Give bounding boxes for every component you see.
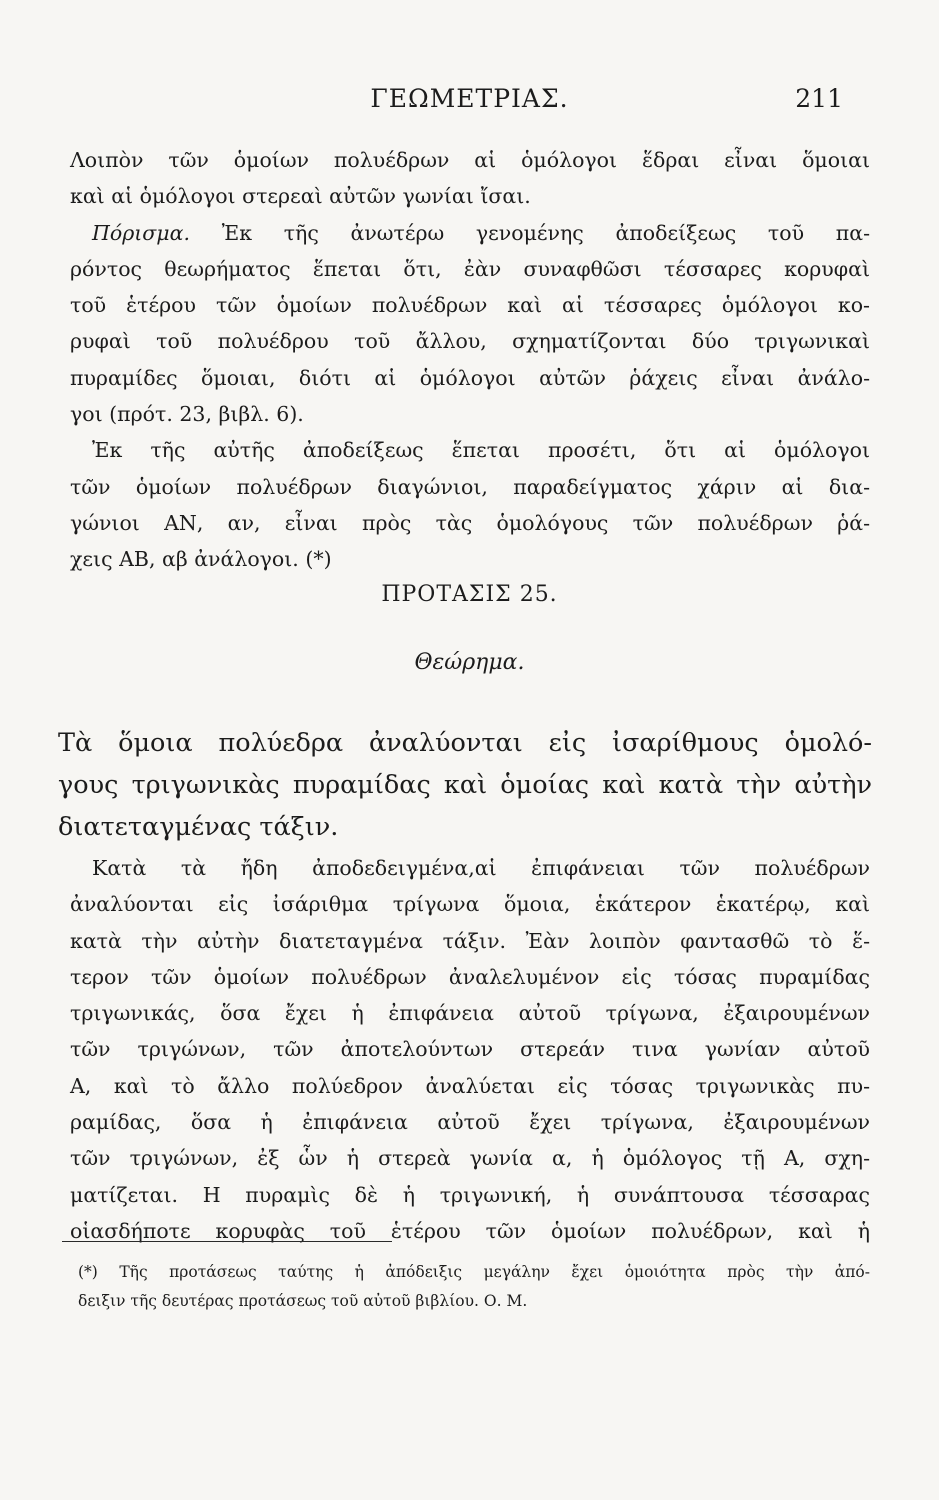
footnote-line: (*) Τῆς προτάσεως ταύτης ἡ ἀπόδειξις μεγάλην ἔχει ὁμοιότητα πρὸς τὴν ἀπό-	[78, 1263, 870, 1281]
page-header	[0, 84, 939, 124]
text-line: ραμίδας, ὅσα ἡ ἐπιφάνεια αὐτοῦ ἔχει τρίγωνα, ἐξαιρουμένων	[70, 1110, 870, 1135]
text-line: γώνιοι ΑΝ, αν, εἶναι πρὸς τὰς ὁμολόγους τῶν πολυέδρων ῥά-	[70, 510, 870, 535]
text-line: ἀναλύονται εἰς ἰσάριθμα τρίγωνα ὅμοια, ἑκάτερον ἑκατέρῳ, καὶ	[70, 892, 870, 917]
theorem-subtitle: Θεώρημα.	[414, 650, 525, 675]
enunciation-line: διατεταγμένας τάξιν.	[58, 812, 339, 842]
proposition-title: ΠΡΟΤΑΣΙΣ 25.	[381, 582, 558, 607]
theorem-enunciation	[58, 722, 872, 848]
page-number: 211	[795, 84, 843, 113]
running-title: ΓΕΩΜΕΤΡΙΑΣ.	[370, 84, 569, 113]
text-line: τῶν ὁμοίων πολυέδρων διαγώνιοι, παραδείγματος χάριν αἱ δια-	[70, 474, 870, 499]
text-line: Κατὰ τὰ ἤδη ἀποδεδειγμένα,αἱ ἐπιφάνειαι τῶν πολυέδρων	[92, 856, 870, 880]
text-line: γοι (πρότ. 23, βιβλ. 6).	[70, 402, 304, 427]
text-line: τριγωνικάς, ὅσα ἔχει ἡ ἐπιφάνεια αὐτοῦ τρίγωνα, ἐξαιρουμένων	[70, 1001, 870, 1026]
footnote-divider	[62, 1241, 392, 1242]
text-line: χεις ΑΒ, αβ ἀνάλογοι. (*)	[70, 547, 332, 572]
text-line: καὶ αἱ ὁμόλογοι στερεαὶ αὐτῶν γωνίαι ἴσαι.	[70, 184, 531, 209]
text-line: Λοιπὸν τῶν ὁμοίων πολυέδρων αἱ ὁμόλογοι ἕδραι εἶναι ὅμοιαι	[70, 148, 870, 172]
text-line: Α, καὶ τὸ ἄλλο πολύεδρον ἀναλύεται εἰς τόσας τριγωνικὰς πυ-	[70, 1073, 870, 1098]
text-line: οἱασδήποτε κορυφὰς τοῦ ἑτέρου τῶν ὁμοίων πολυέδρων, καὶ ἡ	[70, 1218, 870, 1243]
text-line: ρόντος θεωρήματος ἕπεται ὅτι, ἐὰν συναφθῶσι τέσσαρες κορυφαὶ	[70, 256, 870, 281]
enunciation-line: Τὰ ὅμοια πολύεδρα ἀναλύονται εἰς ἰσαρίθμους ὁμολό-	[58, 728, 872, 758]
text-line: ματίζεται. Η πυραμὶς δὲ ἡ τριγωνική, ἡ συνάπτουσα τέσσαρας	[70, 1182, 870, 1207]
text-line: πυραμίδες ὅμοιαι, διότι αἱ ὁμόλογοι αὐτῶν ῥάχεις εἶναι ἀνάλο-	[70, 365, 870, 390]
text-line: τερον τῶν ὁμοίων πολυέδρων ἀναλελυμένον εἰς τόσας πυραμίδας	[70, 964, 870, 989]
footnote-line: δειξιν τῆς δευτέρας προτάσεως τοῦ αὐτοῦ βιβλίου. Ο. Μ.	[78, 1292, 528, 1310]
main-text-upper	[70, 142, 870, 578]
enunciation-line: γους τριγωνικὰς πυραμίδας καὶ ὁμοίας καὶ κατὰ τὴν αὐτὴν	[58, 770, 872, 800]
text-line: κατὰ τὴν αὐτὴν διατεταγμένα τάξιν. Ἐὰν λοιπὸν φαντασθῶ τὸ ἕ-	[70, 928, 870, 953]
footnote	[78, 1258, 870, 1316]
proof-text	[70, 850, 870, 1249]
text-line: Ἐκ τῆς αὐτῆς ἀποδείξεως ἕπεται προσέτι, ὅτι αἱ ὁμόλογοι	[92, 438, 870, 463]
text-line: ρυφαὶ τοῦ πολυέδρου τοῦ ἄλλου, σχηματίζονται δύο τριγωνικαὶ	[70, 329, 870, 354]
porism-label: Πόρισμα.	[92, 220, 190, 245]
text-line: τῶν τριγώνων, ἐξ ὧν ἡ στερεὰ γωνία α, ἡ ὁμόλογος τῇ Α, σχη-	[70, 1146, 870, 1171]
porism-text: Ἐκ τῆς ἀνωτέρω γενομένης ἀποδείξεως τοῦ πα-	[221, 220, 870, 245]
text-line: τοῦ ἑτέρου τῶν ὁμοίων πολυέδρων καὶ αἱ τέσσαρες ὁμόλογοι κο-	[70, 293, 870, 318]
porism-first-line	[70, 215, 870, 251]
text-line: τῶν τριγώνων, τῶν ἀποτελούντων στερεάν τινα γωνίαν αὐτοῦ	[70, 1037, 870, 1062]
